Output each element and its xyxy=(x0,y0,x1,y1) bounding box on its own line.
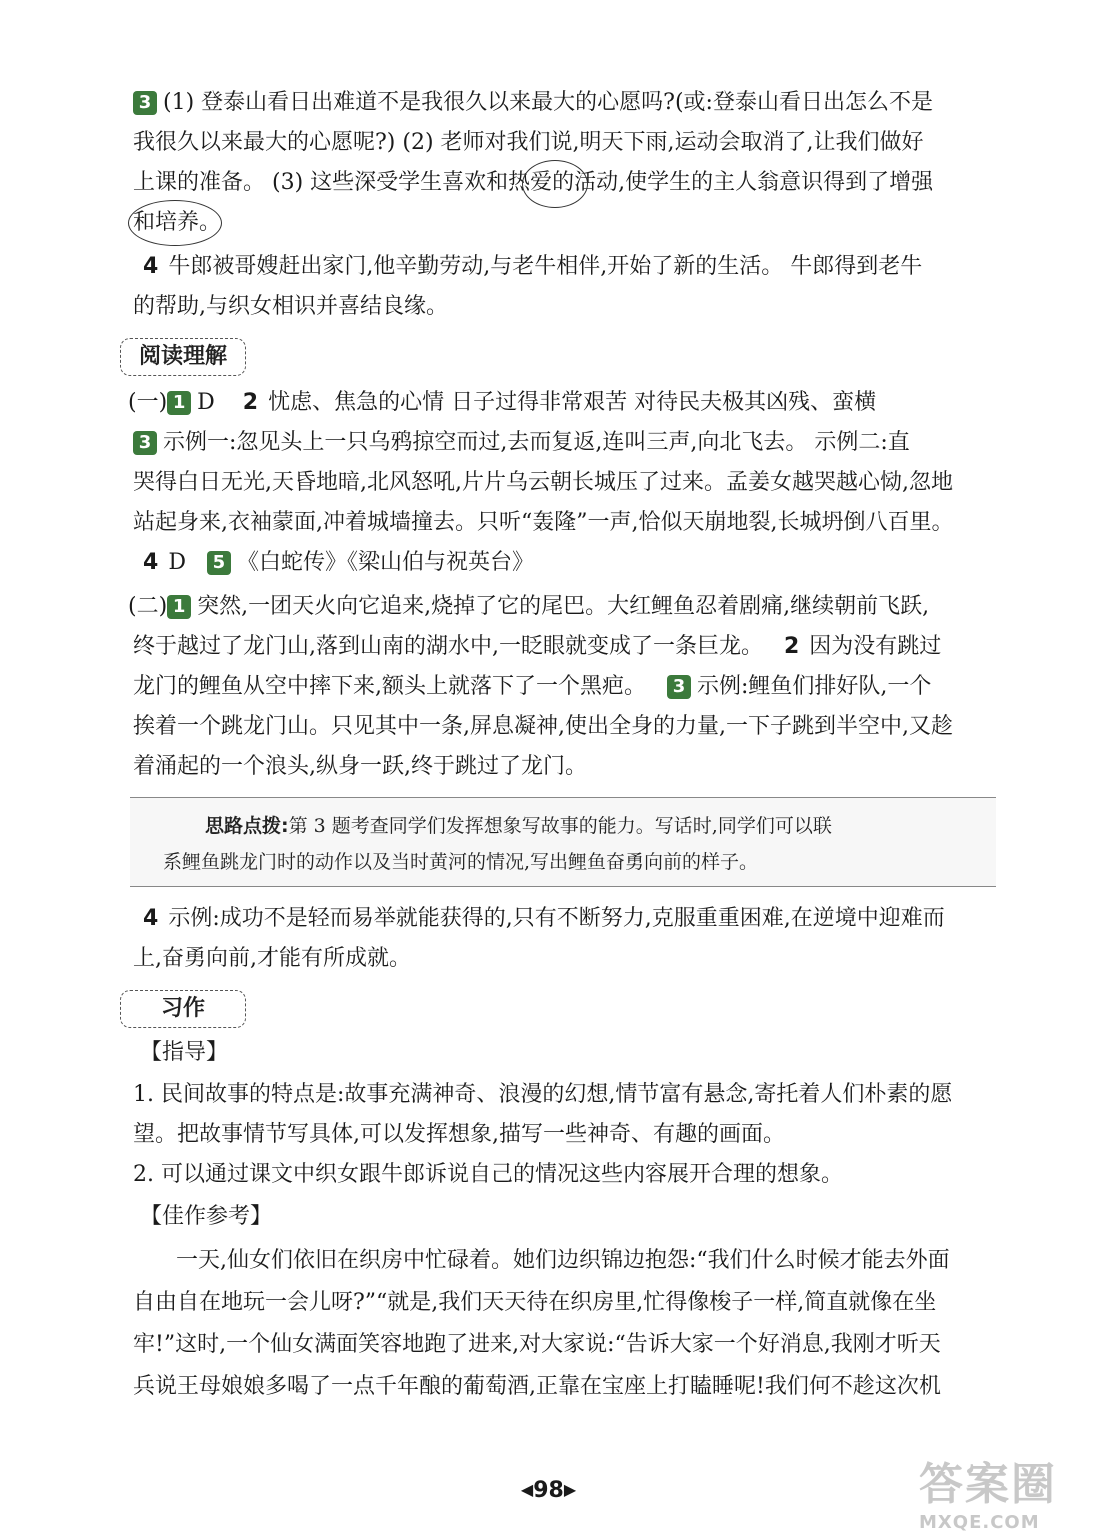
section-writing-title: 习作 xyxy=(120,990,246,1028)
sample-line-3: 牢!”这时,一个仙女满面笑容地跑了进来,对大家说:“告诉大家一个好消息,我刚才听天 xyxy=(133,1332,941,1357)
p1-badge-5: 5 xyxy=(207,551,231,575)
left-triangle-icon: ◀ xyxy=(520,1480,534,1499)
hint-box xyxy=(130,797,996,887)
q3-line-2: 我很久以来最大的心愿呢?) (2) 老师对我们说,明天下雨,运动会取消了,让我们做好 xyxy=(133,130,924,155)
reading-p1-line-4: 站起身来,衣袖蒙面,冲着城墙撞去。只听“轰隆”一声,恰似天崩地裂,长城坍倒八百里。 xyxy=(133,510,954,535)
sample-line-1: 一天,仙女们依旧在织房中忙碌着。她们边织锦边抱怨:“我们什么时候才能去外面 xyxy=(176,1248,950,1273)
sample-title: 【佳作参考】 xyxy=(140,1204,273,1229)
guide-1-line-2: 望。把故事情节写具体,可以发挥想象,描写一些神奇、有趣的画面。 xyxy=(133,1122,785,1147)
q3-line-1: 3 (1) 登泰山看日出难道不是我很久以来最大的心愿吗?(或:登泰山看日出怎么不是 xyxy=(133,88,1027,118)
reading-p2-line-1: (二) 1 突然,一团天火向它追来,烧掉了它的尾巴。大红鲤鱼忍着剧痛,继续朝前飞跃, xyxy=(128,594,930,619)
sample-line-4: 兵说王母娘娘多喝了一点千年酿的葡萄酒,正靠在宝座上打瞌睡呢!我们何不趁这次机 xyxy=(133,1374,941,1399)
reading-p1-line-1: (一) 1 D 2 忧虑、焦急的心情 日子过得非常艰苦 对待民夫极其凶残、蛮横 xyxy=(128,390,877,415)
handwritten-circle-1 xyxy=(522,160,588,208)
reading-q4-line-1: 4 示例:成功不是轻而易举就能获得的,只有不断努力,克服重重困难,在逆境中迎难而 xyxy=(143,906,945,931)
guide-title: 【指导】 xyxy=(140,1040,229,1065)
reading-p2-line-4: 挨着一个跳龙门山。只见其中一条,屏息凝神,使出全身的力量,一下子跳到半空中,又趁 xyxy=(133,714,953,739)
p2-badge-1: 1 xyxy=(167,595,191,619)
reading-p2-line-3: 龙门的鲤鱼从空中摔下来,额头上就落下了一个黑疤。 3 示例:鲤鱼们排好队,一个 xyxy=(133,674,932,699)
reading-p1-line-2: 3 示例一:忽见头上一只乌鸦掠空而过,去而复返,连叫三声,向北飞去。 示例二:直 xyxy=(133,428,1027,458)
p1-badge-3: 3 xyxy=(133,431,157,455)
reading-p2-line-5: 着涌起的一个浪头,纵身一跃,终于跳过了龙门。 xyxy=(133,754,587,779)
watermark-top: 答案圈 xyxy=(919,1459,1057,1510)
p2-badge-3: 3 xyxy=(667,675,691,699)
hint-label: 思路点拨: xyxy=(205,815,289,837)
q3-badge: 3 xyxy=(133,91,157,115)
q3-line-4: 和培养。 xyxy=(133,210,222,235)
watermark-logo xyxy=(919,1448,1089,1533)
guide-1-line-1: 1. 民间故事的特点是:故事充满神奇、浪漫的幻想,情节富有悬念,寄托着人们朴素的愿 xyxy=(133,1082,953,1107)
reading-q4-line-2: 上,奋勇向前,才能有所成就。 xyxy=(133,946,411,971)
hint-line-2: 系鲤鱼跳龙门时的动作以及当时黄河的情况,写出鲤鱼奋勇向前的样子。 xyxy=(163,851,759,873)
right-triangle-icon: ▶ xyxy=(563,1480,577,1499)
reading-p1-line-5: 4 D 5 《白蛇传》《梁山伯与祝英台》 xyxy=(143,550,534,575)
q3-line-3: 上课的准备。 (3) 这些深受学生喜欢和热爱的活动,使学生的主人翁意识得到了增强 xyxy=(133,170,934,195)
sample-line-2: 自由自在地玩一会儿呀?”“就是,我们天天待在织房里,忙得像梭子一样,简直就像在坐 xyxy=(133,1290,937,1315)
q4-line-1: 4 牛郎被哥嫂赶出家门,他辛勤劳动,与老牛相伴,开始了新的生活。 牛郎得到老牛 xyxy=(143,254,923,279)
p1-badge-1: 1 xyxy=(167,391,191,415)
handwritten-circle-2 xyxy=(128,200,222,246)
guide-2: 2. 可以通过课文中织女跟牛郎诉说自己的情况这些内容展开合理的想象。 xyxy=(133,1162,843,1187)
section-reading-title: 阅读理解 xyxy=(120,338,246,376)
page-number: ◀98▶ xyxy=(520,1478,577,1503)
q4-line-2: 的帮助,与织女相识并喜结良缘。 xyxy=(133,294,448,319)
hint-line-1: 思路点拨:第 3 题考查同学们发挥想象写故事的能力。写话时,同学们可以联 xyxy=(205,815,832,837)
reading-p1-line-3: 哭得白日无光,天昏地暗,北风怒吼,片片乌云朝长城压了过来。孟姜女越哭越心恸,忽地 xyxy=(133,470,953,495)
watermark-bottom: MXQE.COM xyxy=(919,1512,1040,1533)
reading-p2-line-2: 终于越过了龙门山,落到山南的湖水中,一眨眼就变成了一条巨龙。 2 因为没有跳过 xyxy=(133,634,942,659)
